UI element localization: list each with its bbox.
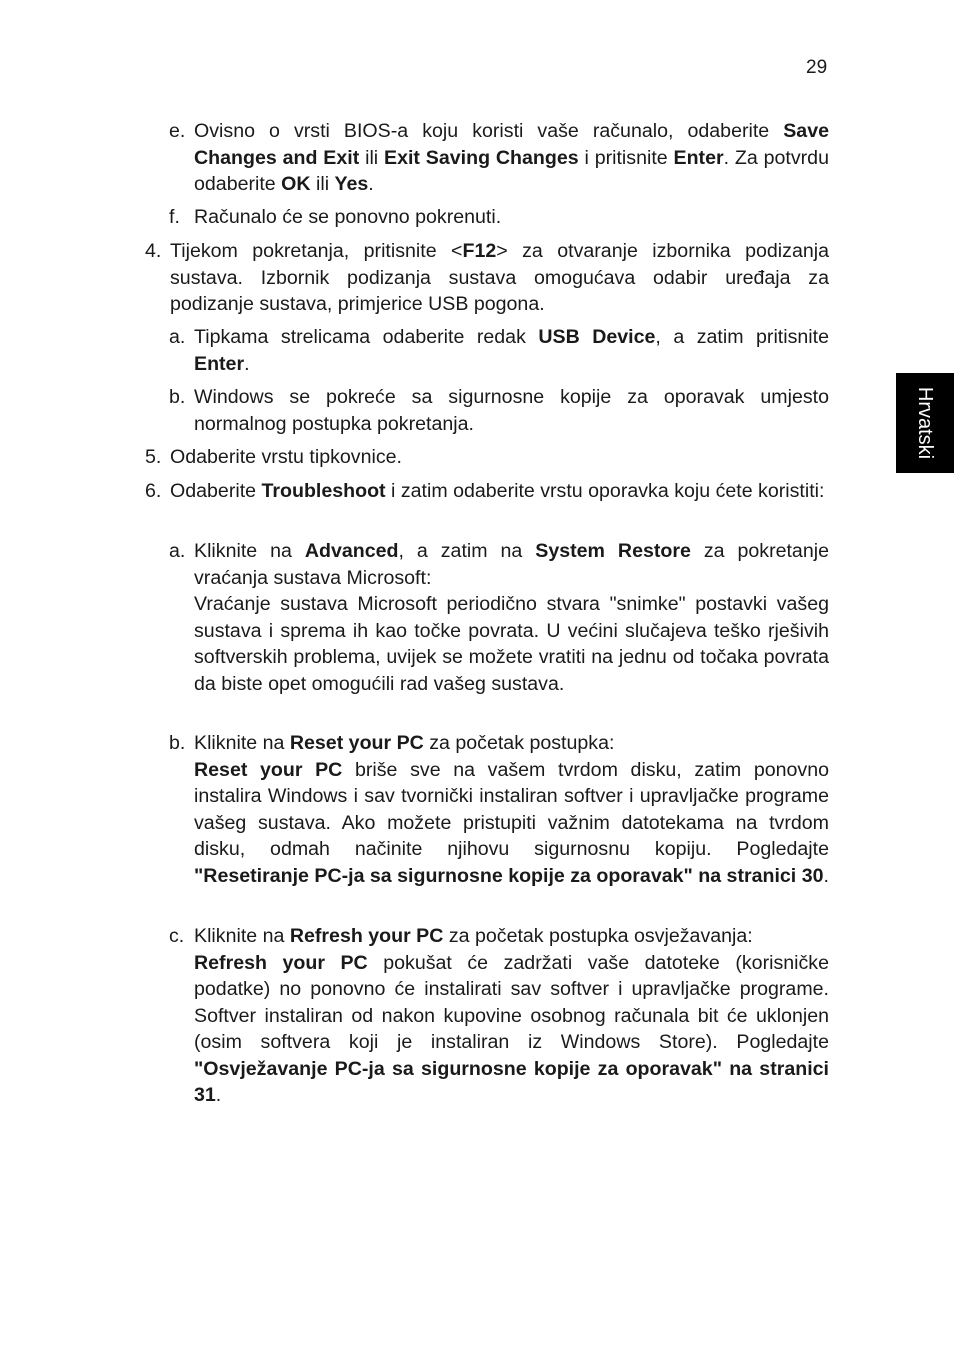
step-4a-text: Tipkama strelicama odaberite redak USB Device, a zatim pritisnite Enter. <box>194 326 829 375</box>
page-number: 29 <box>806 57 828 78</box>
step-6c-text: Kliknite na Refresh your PC za početak postupka osvježavanja: Refresh your PC pokušat će zadržati vaše datoteke (korisničke podatke) no ponovno će instalirati sav softver i upravljačke programe. Softver instaliran od nakon kupovine osobnog računala bit će uklonjen (osim softvera koji je instaliran iz Windows Store). Pogledajte "Osvježavanje PC-ja sa sigurnosne kopije za oporavak" na stranici 31. <box>194 923 829 1109</box>
step-6a-label: a. <box>169 540 186 562</box>
item-e-label: e. <box>169 120 186 142</box>
step-6b-description: Reset your PC briše sve na vašem tvrdom disku, zatim ponovno instalira Windows i sav tvornički instaliran softver i upravljačke programe vašeg sustava. Ako možete pristupiti važnim datotekama na tvrdom disku, odmah načinite njihovu sigurnosnu kopiju. Pogledajte "Resetiranje PC-ja sa sigurnosne kopije za oporavak" na stranici 30. <box>194 758 830 887</box>
step-6a-description: Vraćanje sustava Microsoft periodično stvara "snimke" postavki vašeg sustava i sprema ih kao točke povrata. U većini slučajeva teško rješivih softverskih problema, uvijek se možete vratiti na jednu od točaka povrata da biste opet omogućili rad vašeg sustava. <box>194 593 829 695</box>
step-4a-label: a. <box>169 326 186 348</box>
step-4-label: 4. <box>145 240 162 262</box>
step-4b-text: Windows se pokreće sa sigurnosne kopije za oporavak umjesto normalnog postupka pokretanja. <box>194 386 829 435</box>
step-5-text: Odaberite vrstu tipkovnice. <box>170 446 402 468</box>
step-6a-text: Kliknite na Advanced, a zatim na System Restore za pokretanje vraćanja sustava Microsoft: Vraćanje sustava Microsoft periodično stvara "snimke" postavki vašeg sustava i sprema ih kao točke povrata. U većini slučajeva teško rješivih softverskih problema, uvijek se možete vratiti na jednu od točaka povrata da biste opet omogućili rad vašeg sustava. <box>194 538 829 697</box>
step-6c-label: c. <box>169 925 185 947</box>
cross-reference-link-30: "Resetiranje PC-ja sa sigurnosne kopije za oporavak" na stranici 30 <box>194 864 824 887</box>
step-6b-label: b. <box>169 732 186 754</box>
step-5-label: 5. <box>145 446 162 468</box>
language-side-tab <box>896 373 954 473</box>
step-6c-description: Refresh your PC pokušat će zadržati vaše datoteke (korisničke podatke) no ponovno će instalirati sav softver i upravljačke programe. Softver instaliran od nakon kupovine osobnog računala bit će uklonjen (osim softvera koji je instaliran iz Windows Store). Pogledajte "Osvježavanje PC-ja sa sigurnosne kopije za oporavak" na stranici 31. <box>194 951 829 1106</box>
item-e-text: Ovisno o vrsti BIOS-a koju koristi vaše računalo, odaberite Save Changes and Exit ili Exit Saving Changes i pritisnite Enter. Za potvrdu odaberite OK ili Yes. <box>194 120 829 195</box>
cross-reference-link-31: "Osvježavanje PC-ja sa sigurnosne kopije za oporavak" na stranici 31 <box>194 1057 829 1106</box>
step-6-text: Odaberite Troubleshoot i zatim odaberite vrstu oporavka koju ćete koristiti: <box>170 480 825 502</box>
step-6-label: 6. <box>145 480 162 502</box>
step-4b-label: b. <box>169 386 186 408</box>
step-4-text: Tijekom pokretanja, pritisnite <F12> za otvaranje izbornika podizanja sustava. Izbornik podizanja sustava omogućava odabir uređaja za podizanje sustava, primjerice USB pogona. <box>170 240 829 315</box>
step-6b-text: Kliknite na Reset your PC za početak postupka: Reset your PC briše sve na vašem tvrdom disku, zatim ponovno instalira Windows i sav tvornički instaliran softver i upravljačke programe vašeg sustava. Ako možete pristupiti važnim datotekama na tvrdom disku, odmah načinite njihovu sigurnosnu kopiju. Pogledajte "Resetiranje PC-ja sa sigurnosne kopije za oporavak" na stranici 30. <box>194 730 829 889</box>
language-tab-label: Hrvatski <box>914 386 936 460</box>
item-f-text: Računalo će se ponovno pokrenuti. <box>194 206 502 228</box>
item-f-label: f. <box>169 206 180 228</box>
